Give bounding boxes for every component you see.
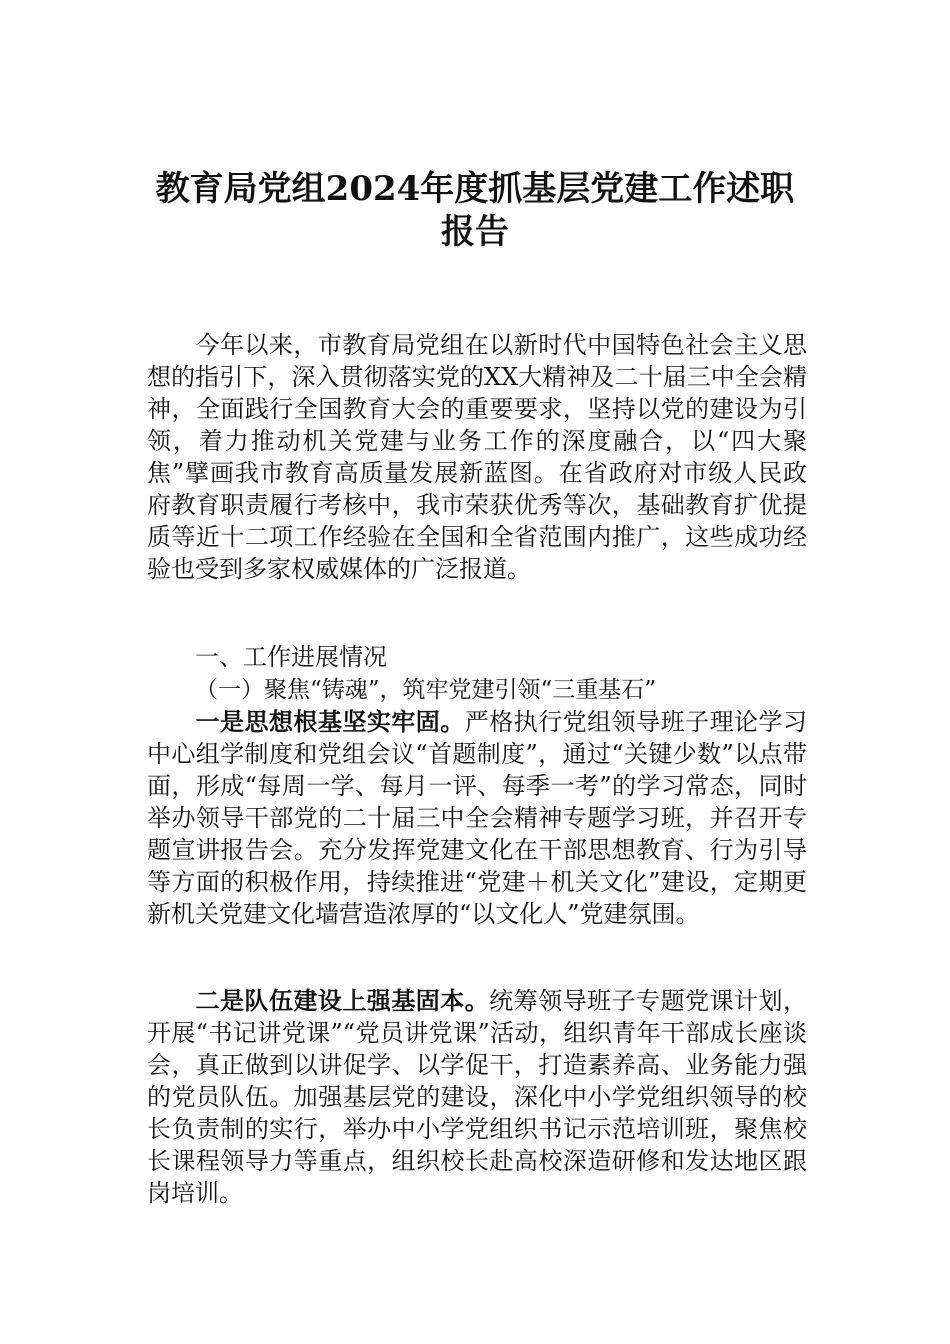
- paragraph-1-lead: 一是思想根基坚实牢固。: [195, 708, 465, 736]
- intro-paragraph: [147, 329, 807, 585]
- paragraph-2: [147, 985, 807, 1209]
- paragraph-2-body: 统筹领导班子专题党课计划，开展“书记讲党课”“党员讲党课”活动，组织青年干部成长座谈会，真正做到以讲促学、以学促干，打造素养高、业务能力强的党员队伍。加强基层党的建设，深化中小学党组织领导的校长负责制的实行，举办中小学党组织书记示范培训班，聚焦校长课程领导力等重点，组织校长赴高校深造研修和发达地区跟岗培训。: [147, 987, 808, 1207]
- subsection-heading: （一）聚焦“铸魂”，筑牢党建引领“三重基石”: [195, 677, 657, 703]
- paragraph-2-lead: 二是队伍建设上强基固本。: [195, 987, 490, 1015]
- intro-text: 今年以来，市教育局党组在以新时代中国特色社会主义思想的指引下，深入贯彻落实党的XX大精神及二十届三中全会精神，全面践行全国教育大会的重要要求，坚持以党的建设为引领，着力推动机关党建与业务工作的深度融合，以“四大聚焦”擘画我市教育高质量发展新蓝图。在省政府对市级人民政府教育职责履行考核中，我市荣获优秀等次，基础教育扩优提质等近十二项工作经验在全国和全省范围内推广，这些成功经验也受到多家权威媒体的广泛报道。: [147, 331, 807, 583]
- paragraph-1: [147, 706, 807, 930]
- document-title-line-1: 教育局党组2024年度抓基层党建工作述职: [155, 169, 795, 209]
- section-heading: 一、工作进展情况: [195, 643, 387, 671]
- paragraph-1-body: 严格执行党组领导班子理论学习中心组学制度和党组会议“首题制度”，通过“关键少数”以点带面，形成“每周一学、每月一评、每季一考”的学习常态，同时举办领导干部党的二十届三中全会精神专题学习班，并召开专题宣讲报告会。充分发挥党建文化在干部思想教育、行为引导等方面的积极作用，持续推进“党建＋机关文化”建设，定期更新机关党建文化墙营造浓厚的“以文化人”党建氛围。: [147, 708, 808, 928]
- document-title-line-2: 报告: [441, 212, 509, 252]
